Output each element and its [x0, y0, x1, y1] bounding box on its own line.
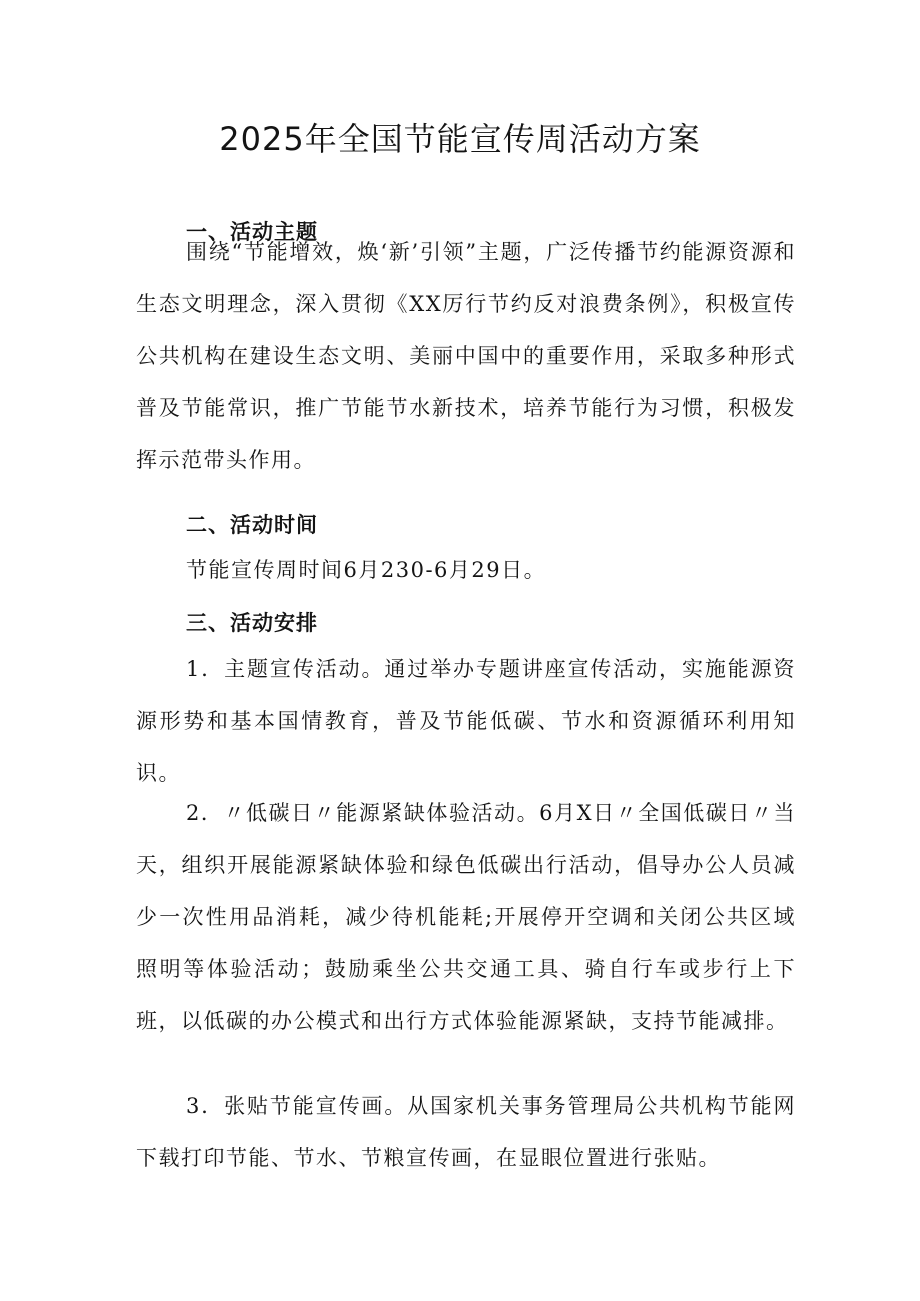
section-heading-time: 二、活动时间	[186, 513, 318, 537]
paragraph-theme: 围绕“节能增效，焕‘新’引领”主题，广泛传播节约能源资源和生态文明理念，深入贯彻《XX厉行节约反对浪费条例》，积极宣传公共机构在建设生态文明、美丽中国中的重要作用，采取多种形式普及节能常识，推广节能节水新技术，培养节能行为习惯，积极发挥示范带头作用。	[136, 240, 796, 472]
section-heading-theme: 一、活动主题	[186, 220, 318, 244]
paragraph-arrangement-3: 3．张贴节能宣传画。从国家机关事务管理局公共机构节能网下载打印节能、节水、节粮宣传画，在显眼位置进行张贴。	[136, 1094, 796, 1170]
paragraph-time: 节能宣传周时间6月230-6月29日。	[186, 558, 547, 582]
paragraph-arrangement-1: 1．主题宣传活动。通过举办专题讲座宣传活动，实施能源资源形势和基本国情教育，普及节能低碳、节水和资源循环利用知识。	[136, 657, 796, 785]
paragraph-arrangement-2: 2．〃低碳日〃能源紧缺体验活动。6月X日〃全国低碳日〃当天，组织开展能源紧缺体验和绿色低碳出行活动，倡导办公人员减少一次性用品消耗，减少待机能耗;开展停开空调和关闭公共区域照明等体验活动；鼓励乘坐公共交通工具、骑自行车或步行上下班，以低碳的办公模式和出行方式体验能源紧缺，支持节能减排。	[136, 801, 796, 1033]
document-title: 2025年全国节能宣传周活动方案	[219, 120, 701, 158]
section-heading-arrangement: 三、活动安排	[186, 611, 318, 635]
